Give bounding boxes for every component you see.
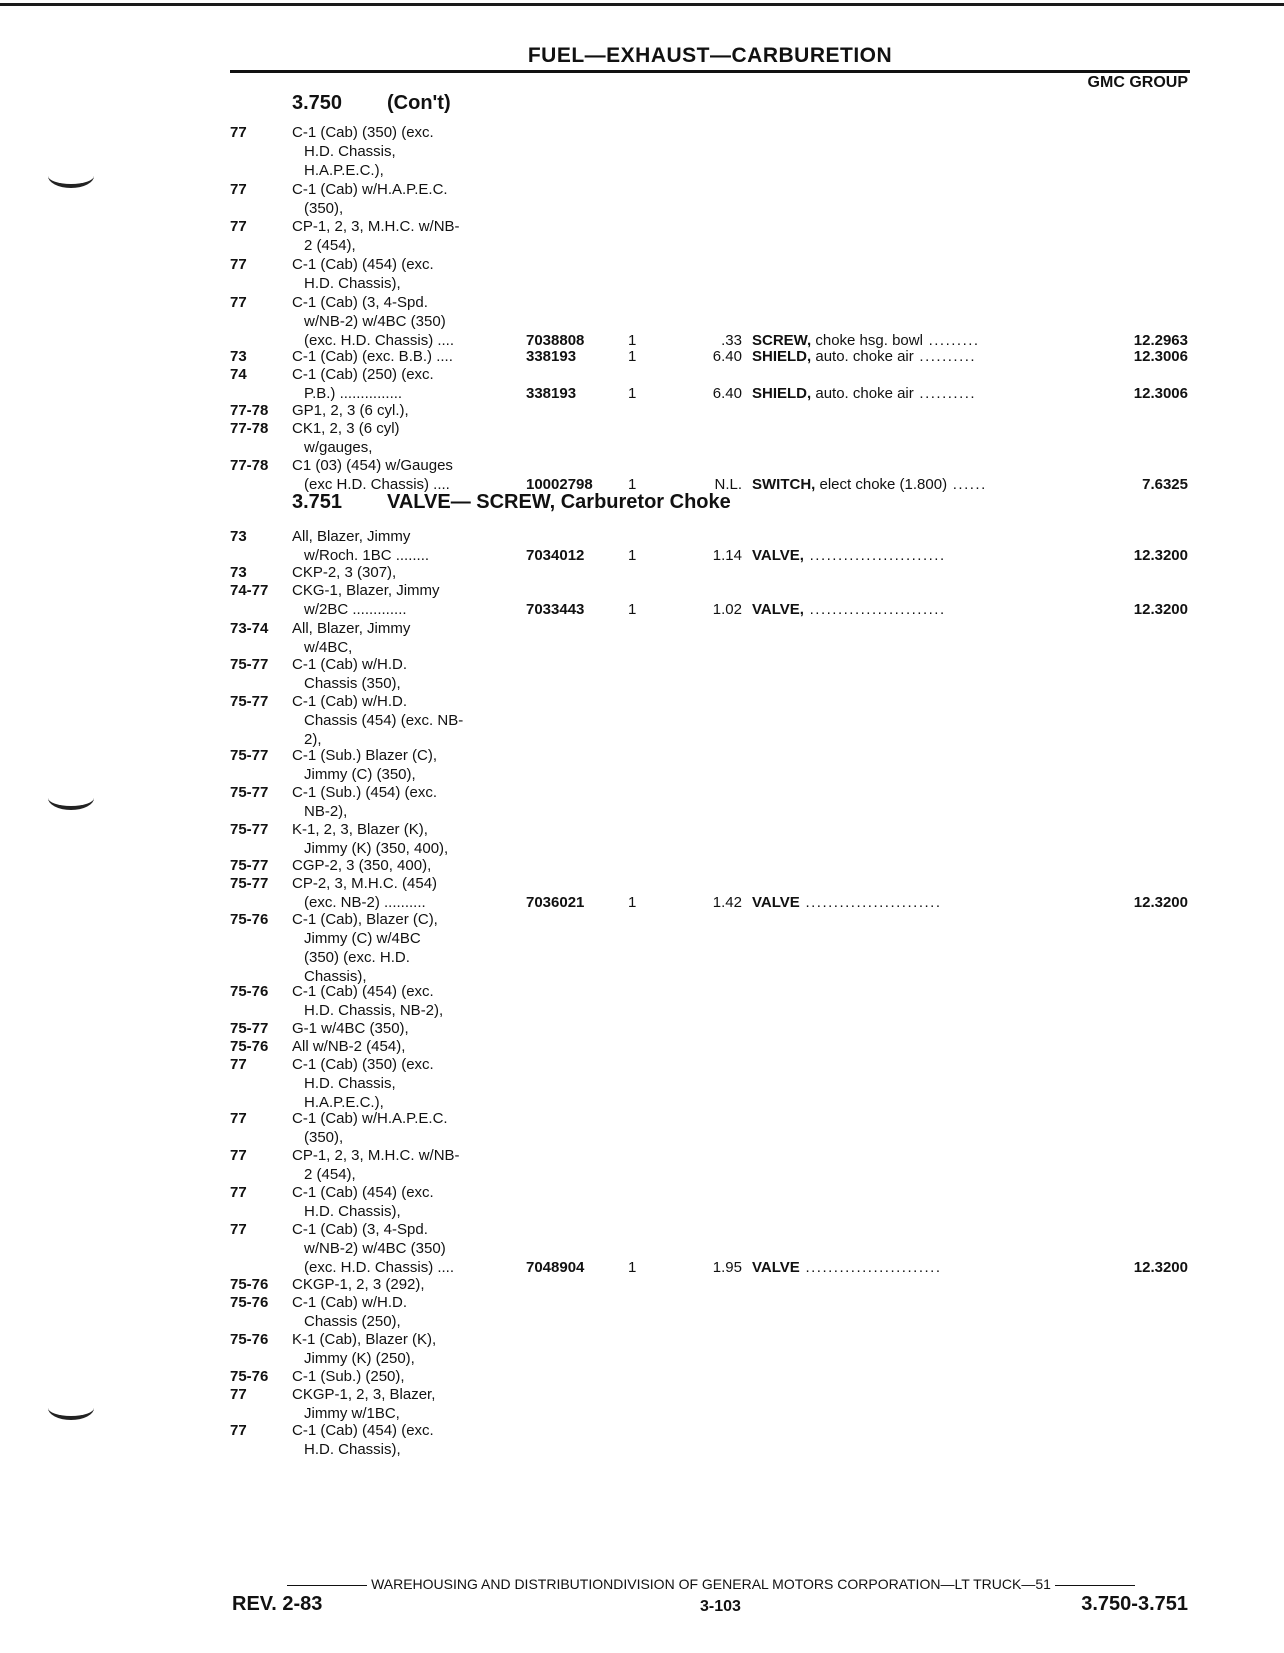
- leader-dots: ........................: [799, 894, 942, 911]
- model-year: 75-76: [230, 1038, 269, 1055]
- application-line: C-1 (Cab) w/H.A.P.E.C.: [292, 1110, 448, 1127]
- application-text: [292, 1330, 502, 1368]
- footer-publisher: [232, 1576, 1190, 1592]
- model-year: 75-77: [230, 747, 269, 764]
- application-line: C-1 (Cab) (250) (exc.: [292, 366, 434, 383]
- part-detail: elect choke (1.800): [815, 476, 948, 493]
- model-year: 77: [230, 294, 247, 311]
- application-text: [292, 401, 502, 420]
- application-text: [292, 1055, 502, 1112]
- application-line: Jimmy (K) (250),: [304, 1350, 415, 1367]
- section-number: 3.750: [292, 92, 343, 114]
- part-number: 7036021: [526, 894, 585, 911]
- application-line: CKP-2, 3 (307),: [292, 564, 397, 581]
- footer-rule: [1055, 1585, 1135, 1586]
- part-name: VALVE,: [752, 601, 804, 618]
- application-line: C-1 (Cab) w/H.D.: [292, 1294, 408, 1311]
- application-line: H.D. Chassis),: [304, 1441, 401, 1458]
- application-text: [292, 1293, 502, 1331]
- part-description: [752, 475, 987, 494]
- application-line: H.A.P.E.C.),: [304, 1094, 384, 1111]
- quantity: 1: [628, 348, 637, 365]
- part-description: [752, 1258, 941, 1277]
- leader-dots: ......: [947, 476, 987, 493]
- reference-number: 12.3200: [1133, 894, 1188, 911]
- model-year: 75-76: [230, 1276, 269, 1293]
- application-text: [292, 1019, 502, 1038]
- application-line: C-1 (Cab) (454) (exc.: [292, 1184, 434, 1201]
- model-year: 77: [230, 1056, 247, 1073]
- application-text: [292, 1037, 502, 1056]
- application-line: 2 (454),: [304, 1166, 356, 1183]
- application-line: C-1 (Cab) w/H.D.: [292, 693, 408, 710]
- price: 6.40: [712, 348, 742, 365]
- model-year: 77-78: [230, 457, 269, 474]
- part-number: 338193: [526, 385, 577, 402]
- model-year: 73: [230, 348, 247, 365]
- application-line: (350) (exc. H.D.: [304, 949, 410, 966]
- application-text: [292, 1220, 502, 1277]
- application-text: [292, 820, 502, 858]
- application-text: [292, 563, 502, 582]
- application-text: [292, 1183, 502, 1221]
- part-name: VALVE,: [752, 547, 804, 564]
- application-line: (exc. H.D. Chassis) ....: [304, 332, 455, 349]
- revision-label: REV. 2-83: [232, 1593, 323, 1615]
- part-number: 7038808: [526, 332, 585, 349]
- part-description: [752, 893, 941, 912]
- binder-hole-mark: [48, 1396, 94, 1420]
- quantity: 1: [628, 894, 637, 911]
- model-year: 77-78: [230, 420, 269, 437]
- application-line: C-1 (Cab) w/H.D.: [292, 656, 408, 673]
- leader-dots: ........................: [803, 547, 946, 564]
- part-description: [752, 546, 946, 565]
- price: 1.42: [712, 894, 742, 911]
- application-line: Chassis (350),: [304, 675, 401, 692]
- model-year: 77: [230, 218, 247, 235]
- application-line: C-1 (Cab) w/H.A.P.E.C.: [292, 181, 448, 198]
- price: 1.02: [712, 601, 742, 618]
- part-number: 7034012: [526, 547, 585, 564]
- leader-dots: ........................: [803, 601, 946, 618]
- model-year: 77: [230, 181, 247, 198]
- section-heading-3750: [292, 92, 451, 115]
- quantity: 1: [628, 476, 637, 493]
- footer-rule: [287, 1585, 367, 1586]
- application-line: C-1 (Sub.) Blazer (C),: [292, 747, 438, 764]
- application-text: [292, 1109, 502, 1147]
- application-line: C-1 (Cab) (350) (exc.: [292, 124, 434, 141]
- reference-number: 12.2963: [1133, 332, 1188, 349]
- application-text: [292, 692, 502, 749]
- application-line: All w/NB-2 (454),: [292, 1038, 406, 1055]
- model-year: 75-77: [230, 821, 269, 838]
- leader-dots: ........................: [799, 1259, 942, 1276]
- application-line: H.D. Chassis,: [304, 143, 396, 160]
- reference-number: 12.3200: [1133, 1259, 1188, 1276]
- application-text: [292, 1421, 502, 1459]
- application-line: P.B.) ...............: [304, 385, 403, 402]
- model-year: 75-77: [230, 1020, 269, 1037]
- part-detail: auto. choke air: [811, 385, 914, 402]
- model-year: 75-76: [230, 1294, 269, 1311]
- application-line: C-1 (Cab) (3, 4-Spd.: [292, 294, 428, 311]
- reference-number: 12.3200: [1133, 547, 1188, 564]
- model-year: 77: [230, 1221, 247, 1238]
- application-text: [292, 1367, 502, 1386]
- section-number: 3.751: [292, 491, 343, 513]
- group-label: GMC GROUP: [1087, 74, 1188, 91]
- application-line: CGP-2, 3 (350, 400),: [292, 857, 432, 874]
- top-border-rule: [0, 3, 1284, 6]
- section-heading-3751: [292, 491, 731, 514]
- quantity: 1: [628, 332, 637, 349]
- model-year: 77: [230, 1386, 247, 1403]
- application-line: CP-1, 2, 3, M.H.C. w/NB-: [292, 218, 460, 235]
- application-line: CP-2, 3, M.H.C. (454): [292, 875, 438, 892]
- model-year: 74-77: [230, 582, 269, 599]
- application-text: [292, 982, 502, 1020]
- part-number: 7033443: [526, 601, 585, 618]
- section-title: VALVE— SCREW, Carburetor Choke: [387, 491, 731, 513]
- application-text: [292, 655, 502, 693]
- application-line: (350),: [304, 200, 344, 217]
- price: .33: [721, 332, 742, 349]
- application-line: CKGP-1, 2, 3 (292),: [292, 1276, 425, 1293]
- application-text: [292, 856, 502, 875]
- application-line: Chassis (454) (exc. NB-: [304, 712, 464, 729]
- binder-hole-mark: [48, 164, 94, 188]
- application-text: [292, 619, 502, 657]
- application-text: [292, 1146, 502, 1184]
- application-line: w/NB-2) w/4BC (350): [304, 313, 446, 330]
- model-year: 75-76: [230, 911, 269, 928]
- model-year: 77: [230, 1147, 247, 1164]
- application-line: NB-2),: [304, 803, 348, 820]
- part-detail: auto. choke air: [811, 348, 914, 365]
- model-year: 75-76: [230, 1368, 269, 1385]
- application-line: H.D. Chassis,: [304, 1075, 396, 1092]
- model-year: 74: [230, 366, 247, 383]
- application-line: All, Blazer, Jimmy: [292, 528, 411, 545]
- page-title: FUEL—EXHAUST—CARBURETION: [527, 44, 893, 67]
- application-text: [292, 456, 502, 494]
- application-line: K-1 (Cab), Blazer (K),: [292, 1331, 437, 1348]
- part-description: [752, 384, 976, 403]
- application-line: C-1 (Cab) (exc. B.B.) ....: [292, 348, 453, 365]
- binder-hole-mark: [48, 786, 94, 810]
- reference-number: 12.3006: [1133, 348, 1188, 365]
- application-line: C-1 (Cab), Blazer (C),: [292, 911, 438, 928]
- application-text: [292, 180, 502, 218]
- model-year: 75-77: [230, 784, 269, 801]
- application-line: 2 (454),: [304, 237, 356, 254]
- application-line: (350),: [304, 1129, 344, 1146]
- application-line: Jimmy w/1BC,: [304, 1405, 400, 1422]
- application-line: CK1, 2, 3 (6 cyl): [292, 420, 400, 437]
- application-line: C-1 (Cab) (454) (exc.: [292, 256, 434, 273]
- application-line: Jimmy (C) (350),: [304, 766, 416, 783]
- section-title: (Con't): [387, 92, 451, 114]
- part-name: VALVE: [752, 1259, 800, 1276]
- reference-number: 12.3006: [1133, 385, 1188, 402]
- model-year: 73: [230, 528, 247, 545]
- model-year: 73-74: [230, 620, 269, 637]
- application-text: [292, 123, 502, 180]
- application-text: [292, 255, 502, 293]
- quantity: 1: [628, 1259, 637, 1276]
- part-number: 7048904: [526, 1259, 585, 1276]
- application-line: w/NB-2) w/4BC (350): [304, 1240, 446, 1257]
- application-line: CKGP-1, 2, 3, Blazer,: [292, 1386, 436, 1403]
- application-line: Chassis (250),: [304, 1313, 401, 1330]
- application-line: All, Blazer, Jimmy: [292, 620, 411, 637]
- quantity: 1: [628, 601, 637, 618]
- model-year: 75-76: [230, 983, 269, 1000]
- application-text: [292, 365, 502, 403]
- page-number: 3-103: [700, 1598, 741, 1615]
- model-year: 77-78: [230, 402, 269, 419]
- application-line: C1 (03) (454) w/Gauges: [292, 457, 453, 474]
- application-line: (exc. H.D. Chassis) ....: [304, 1259, 455, 1276]
- title-rule: [230, 70, 1190, 73]
- application-text: [292, 347, 502, 366]
- application-line: GP1, 2, 3 (6 cyl.),: [292, 402, 409, 419]
- price: N.L.: [714, 476, 742, 493]
- reference-number: 12.3200: [1133, 601, 1188, 618]
- model-year: 75-77: [230, 656, 269, 673]
- application-text: [292, 910, 502, 986]
- part-name: VALVE: [752, 894, 800, 911]
- application-text: [292, 419, 502, 457]
- part-description: [752, 347, 976, 366]
- application-line: H.D. Chassis, NB-2),: [304, 1002, 444, 1019]
- application-text: [292, 1275, 502, 1294]
- part-description: [752, 600, 946, 619]
- leader-dots: ..........: [913, 348, 977, 365]
- application-line: H.D. Chassis),: [304, 1203, 401, 1220]
- part-name: SCREW,: [752, 332, 812, 349]
- section-range: 3.750-3.751: [1081, 1593, 1188, 1615]
- reference-number: 7.6325: [1142, 476, 1188, 493]
- price: 1.95: [712, 1259, 742, 1276]
- model-year: 77: [230, 256, 247, 273]
- model-year: 73: [230, 564, 247, 581]
- application-text: [292, 874, 502, 912]
- application-text: [292, 293, 502, 350]
- application-line: C-1 (Cab) (454) (exc.: [292, 1422, 434, 1439]
- model-year: 75-77: [230, 875, 269, 892]
- application-line: C-1 (Cab) (350) (exc.: [292, 1056, 434, 1073]
- model-year: 77: [230, 1110, 247, 1127]
- application-line: Jimmy (C) w/4BC: [304, 930, 421, 947]
- application-line: Jimmy (K) (350, 400),: [304, 840, 449, 857]
- model-year: 75-76: [230, 1331, 269, 1348]
- application-line: Chassis),: [304, 968, 367, 985]
- part-detail: choke hsg. bowl: [811, 332, 923, 349]
- part-number: 338193: [526, 348, 577, 365]
- part-number: 10002798: [526, 476, 593, 493]
- model-year: 75-77: [230, 693, 269, 710]
- application-line: CP-1, 2, 3, M.H.C. w/NB-: [292, 1147, 460, 1164]
- price: 1.14: [712, 547, 742, 564]
- application-line: K-1, 2, 3, Blazer (K),: [292, 821, 428, 838]
- application-line: w/Roch. 1BC ........: [304, 547, 430, 564]
- application-text: [292, 1385, 502, 1423]
- application-line: w/2BC .............: [304, 601, 407, 618]
- application-line: w/4BC,: [304, 639, 353, 656]
- leader-dots: ..........: [913, 385, 977, 402]
- application-line: (exc. NB-2) ..........: [304, 894, 426, 911]
- part-name: SHIELD,: [752, 348, 812, 365]
- application-text: [292, 783, 502, 821]
- application-text: [292, 527, 502, 565]
- application-line: H.D. Chassis),: [304, 275, 401, 292]
- quantity: 1: [628, 385, 637, 402]
- quantity: 1: [628, 547, 637, 564]
- application-line: G-1 w/4BC (350),: [292, 1020, 409, 1037]
- model-year: 77: [230, 1184, 247, 1201]
- model-year: 77: [230, 124, 247, 141]
- application-line: H.A.P.E.C.),: [304, 162, 384, 179]
- application-text: [292, 581, 502, 619]
- application-text: [292, 746, 502, 784]
- part-name: SWITCH,: [752, 476, 816, 493]
- application-text: [292, 217, 502, 255]
- model-year: 77: [230, 1422, 247, 1439]
- application-line: C-1 (Sub.) (454) (exc.: [292, 784, 438, 801]
- model-year: 75-77: [230, 857, 269, 874]
- application-line: C-1 (Cab) (454) (exc.: [292, 983, 434, 1000]
- publisher-text: WAREHOUSING AND DISTRIBUTIONDIVISION OF GENERAL MOTORS CORPORATION—LT TRUCK—51: [371, 1576, 1051, 1592]
- application-line: 2),: [304, 731, 322, 748]
- application-line: C-1 (Sub.) (250),: [292, 1368, 405, 1385]
- application-line: CKG-1, Blazer, Jimmy: [292, 582, 440, 599]
- application-line: C-1 (Cab) (3, 4-Spd.: [292, 1221, 428, 1238]
- part-name: SHIELD,: [752, 385, 812, 402]
- application-line: (exc H.D. Chassis) ....: [304, 476, 450, 493]
- price: 6.40: [712, 385, 742, 402]
- leader-dots: .........: [922, 332, 980, 349]
- application-line: w/gauges,: [304, 439, 373, 456]
